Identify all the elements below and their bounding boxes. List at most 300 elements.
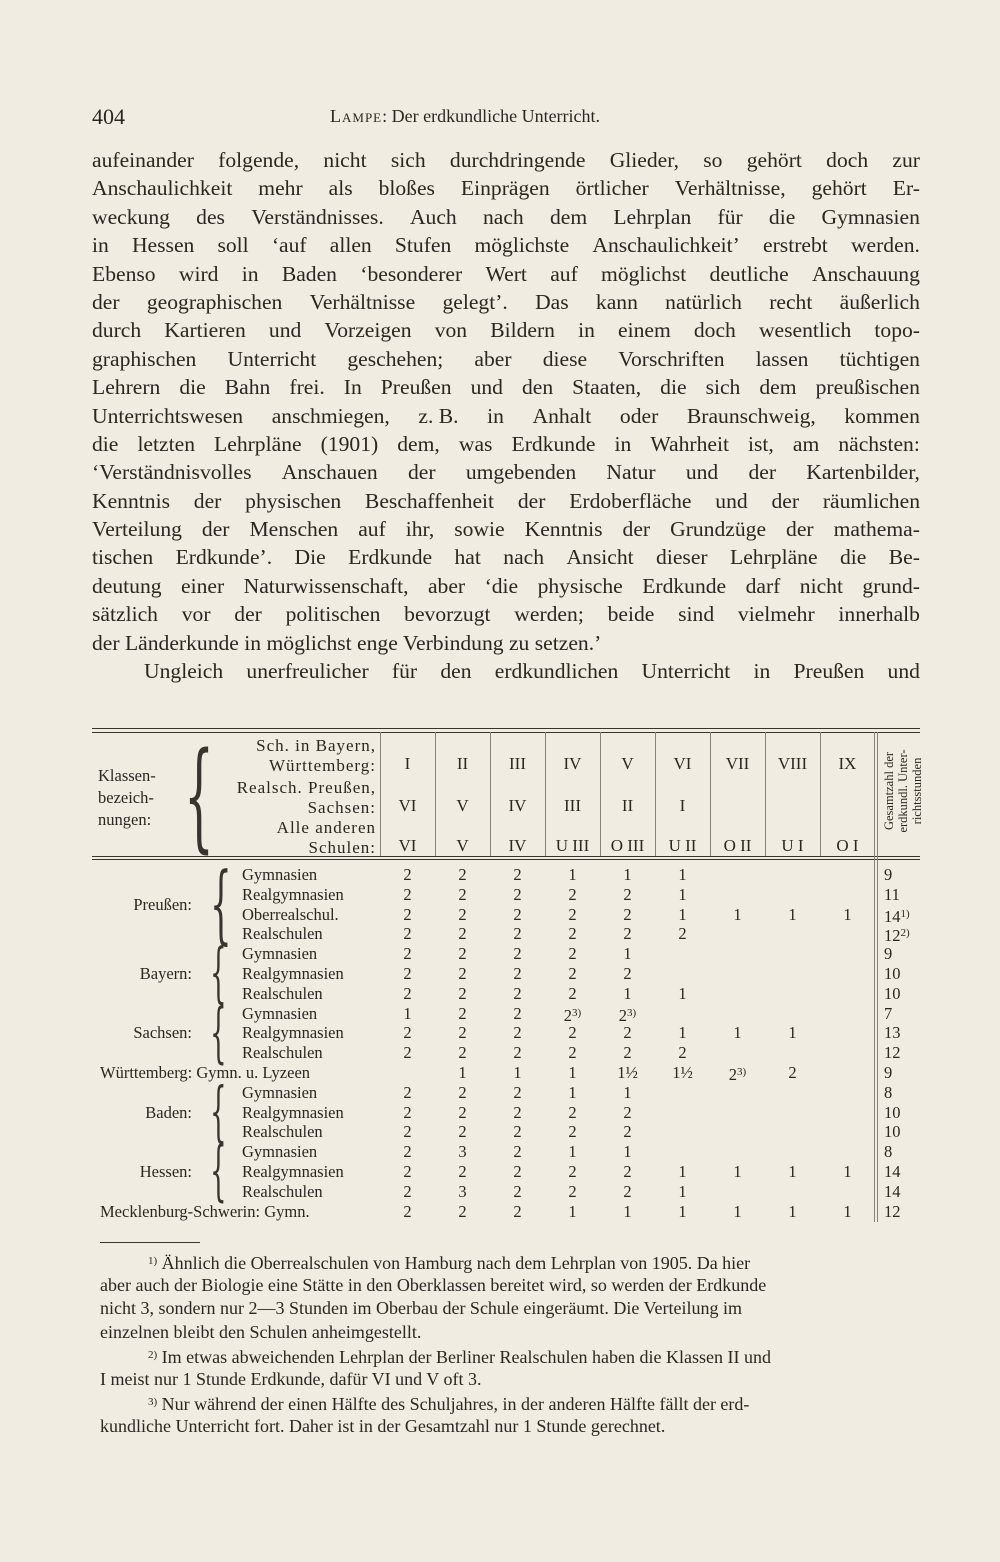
- body-word: Kenntnis: [92, 488, 170, 513]
- school-type-label: Schulen:: [308, 838, 376, 857]
- table-cell: 2: [458, 1082, 467, 1102]
- body-word: der: [193, 488, 222, 513]
- table-cell: 2: [458, 1043, 467, 1063]
- body-word: der: [234, 602, 262, 627]
- table-cell: 3: [458, 1142, 467, 1162]
- body-word: örtlicher: [575, 176, 649, 201]
- body-word: Vorzeigen: [324, 318, 412, 343]
- body-line: [92, 260, 920, 288]
- class-label: IX: [838, 754, 857, 773]
- table-cell: 2: [568, 964, 577, 983]
- body-word: Unterrichtswesen: [92, 403, 244, 428]
- table-cell: 1: [568, 1201, 577, 1221]
- body-word: Erdkunde: [511, 431, 596, 456]
- body-word: Erdkunde’.: [175, 545, 273, 570]
- body-word: vielmehr: [737, 602, 815, 627]
- table-cell: 2: [568, 1181, 577, 1201]
- total-cell: 12: [884, 1043, 901, 1063]
- body-word: Auch: [409, 204, 457, 229]
- table-cell: 2: [458, 865, 467, 884]
- body-line: [92, 515, 920, 543]
- total-cell: 10: [884, 964, 901, 983]
- class-label: II: [621, 796, 634, 815]
- school-label: Realschulen: [242, 924, 323, 944]
- body-word: mathema-: [833, 517, 920, 542]
- row-header-title: bezeich-: [98, 788, 154, 807]
- total-cell: 14: [884, 1181, 901, 1201]
- table-cell: 1: [843, 1162, 852, 1181]
- body-word: Kartieren: [164, 318, 246, 343]
- table-cell: 2: [513, 1102, 522, 1122]
- table-cell: 1: [733, 1162, 742, 1181]
- class-label: I: [679, 796, 686, 815]
- table-cell: 2: [678, 924, 687, 944]
- footnote-mark: 1): [148, 1255, 158, 1267]
- body-word: Ansicht: [566, 545, 634, 570]
- school-type-label: Realsch. Preußen,: [236, 778, 376, 797]
- school-label: Realgymnasien: [242, 1102, 344, 1122]
- table-cell: 2: [403, 884, 412, 904]
- body-word: geschehen;: [347, 346, 444, 371]
- body-word: Hessen: [131, 233, 195, 258]
- body-word: Natur: [606, 460, 656, 485]
- state-label: Baden:: [145, 1102, 192, 1122]
- body-word: möglichste: [474, 233, 570, 258]
- table-cell: 2: [623, 884, 632, 904]
- body-line: [92, 572, 920, 600]
- total-cell: 9: [884, 1063, 893, 1082]
- body-word: und: [887, 659, 920, 684]
- table-cell: 2: [513, 983, 522, 1003]
- table-cell: 2: [623, 1162, 632, 1181]
- body-word: Gymnasien: [821, 204, 920, 229]
- running-head: [330, 106, 600, 127]
- class-label: U I: [781, 836, 804, 855]
- body-word: Stufen: [394, 233, 452, 258]
- table-cell: 1: [788, 904, 797, 924]
- total-cell: 12: [884, 1201, 901, 1221]
- body-word: der: [786, 517, 814, 542]
- body-word: doch: [693, 318, 736, 343]
- table-cell: 2: [623, 904, 632, 924]
- table-cell: 2: [403, 1201, 412, 1221]
- body-word: die: [660, 375, 687, 400]
- body-word: nicht: [799, 573, 843, 598]
- table-cell: 2: [458, 904, 467, 924]
- body-word: der: [517, 488, 546, 513]
- body-word: und: [685, 460, 719, 485]
- table-cell: 2: [513, 884, 522, 904]
- body-word: Wert: [485, 261, 527, 286]
- body-word: Preußen: [793, 659, 865, 684]
- school-type-label: Sch. in Bayern,: [256, 736, 376, 755]
- body-word: in: [92, 233, 109, 258]
- table-cell: 1: [623, 1201, 632, 1221]
- table-cell: 1: [733, 1023, 742, 1043]
- total-column-divider: [877, 732, 878, 1222]
- table-cell: 1: [678, 904, 687, 924]
- body-word: soll: [217, 233, 249, 258]
- class-label: IV: [508, 836, 527, 855]
- footnote-line: $^{2)}$ Im etwas abweichenden Lehrplan der Berliner Realschulen haben die Klassen II und: [148, 1347, 771, 1367]
- table-cell: 2: [513, 1162, 522, 1181]
- body-word: nicht: [323, 148, 367, 172]
- table-cell: 2: [403, 1043, 412, 1063]
- table-cell: 2$^{3)}$: [563, 1005, 582, 1025]
- table-cell: 1: [678, 1023, 687, 1043]
- body-word: nach: [482, 204, 524, 229]
- class-label: V: [456, 796, 469, 815]
- table-cell: 2: [513, 1043, 522, 1063]
- class-label: VIII: [777, 754, 808, 773]
- footnote-mark: 2): [148, 1349, 158, 1361]
- body-word: Anschauen: [281, 460, 378, 485]
- table-cell: 2: [623, 964, 632, 983]
- table-cell: 2: [458, 1102, 467, 1122]
- body-word: auf: [550, 261, 578, 286]
- body-word: aber: [427, 573, 466, 598]
- body-line: [92, 629, 920, 657]
- body-word: für: [717, 204, 743, 229]
- table-cell: 1: [568, 1063, 577, 1082]
- school-label: Gymnasien: [242, 1082, 318, 1102]
- body-word: diese: [542, 346, 588, 371]
- class-label: III: [564, 796, 581, 815]
- body-word: die: [92, 431, 119, 456]
- table-cell: 1: [568, 1142, 577, 1162]
- class-label: IV: [563, 754, 582, 773]
- body-word: folgende,: [218, 148, 300, 172]
- school-type-label: Württemberg:: [268, 756, 376, 775]
- table-cell: 2: [568, 1023, 577, 1043]
- body-word: Anhalt: [532, 403, 592, 428]
- body-word: weckung: [92, 204, 170, 229]
- body-line: [92, 345, 920, 373]
- body-word: natürlich: [665, 289, 742, 314]
- table-cell: 2: [623, 1102, 632, 1122]
- table-cell: 2: [623, 1181, 632, 1201]
- body-word: in: [241, 261, 259, 286]
- total-cell: 8: [884, 1082, 893, 1102]
- body-word: geographischen: [146, 289, 283, 314]
- body-word: die: [768, 204, 796, 229]
- state-brace: {: [210, 1073, 227, 1150]
- body-word: Verhältnisse,: [674, 176, 786, 201]
- table-cell: 1: [403, 1003, 412, 1023]
- body-word: Menschen: [249, 517, 339, 542]
- page-header: [92, 104, 922, 138]
- table-cell: 2: [513, 904, 522, 924]
- table-cell: 2: [623, 1043, 632, 1063]
- body-text: [92, 146, 920, 685]
- body-word: so: [703, 148, 723, 172]
- table-cell: 1: [623, 1082, 632, 1102]
- body-word: in: [614, 431, 632, 456]
- body-word: physischen: [245, 488, 342, 513]
- table-cell: 2: [403, 1142, 412, 1162]
- body-word: hat: [454, 545, 481, 570]
- body-word: topo-: [874, 318, 920, 343]
- total-cell: 10: [884, 983, 901, 1003]
- body-word: wesentlich: [758, 318, 852, 343]
- total-cell: 12$^{2)}$: [884, 926, 910, 946]
- body-word: Einprägen: [460, 176, 550, 201]
- body-word: Preußen: [380, 375, 452, 400]
- body-word: Kartenbilder,: [806, 460, 920, 485]
- body-word: Be-: [888, 545, 920, 570]
- school-label: Gymnasien: [242, 865, 318, 884]
- body-word: Er-: [892, 176, 920, 201]
- footnote-line: $^{1)}$ Ähnlich die Oberrealschulen von Hamburg nach dem Lehrplan von 1905. Da hier: [148, 1253, 751, 1273]
- body-word: die: [179, 375, 206, 400]
- school-label: Realgymnasien: [242, 1162, 344, 1181]
- table-cell: 1: [513, 1063, 522, 1082]
- body-word: Wahrheit: [650, 431, 729, 456]
- body-word: der: [407, 460, 436, 485]
- body-word: nach: [503, 545, 545, 570]
- body-word: tischen: [92, 545, 154, 570]
- body-word: frei.: [289, 375, 325, 400]
- body-word: bevorzugt: [404, 602, 491, 627]
- body-word: recht: [769, 289, 813, 314]
- body-word: auf: [358, 517, 386, 542]
- school-label: Oberrealschul.: [242, 904, 339, 924]
- table-cell: 1: [678, 1201, 687, 1221]
- school-label: Realschulen: [242, 1043, 323, 1063]
- table-cell: 2: [568, 1043, 577, 1063]
- table-cell: 2: [458, 884, 467, 904]
- row-header-title: Klassen-: [98, 766, 156, 785]
- body-word: Lehrplan: [613, 204, 692, 229]
- table-cell: 2: [403, 964, 412, 983]
- table-cell: 1: [568, 865, 577, 884]
- body-word: erdkundlichen: [494, 659, 619, 684]
- body-line: [92, 458, 920, 486]
- body-word: sätzlich: [92, 602, 158, 627]
- body-word: Die: [294, 545, 326, 570]
- body-word: in: [753, 659, 771, 684]
- class-label: IV: [508, 796, 527, 815]
- page-number: 404: [92, 104, 125, 129]
- table-cell: 1: [788, 1201, 797, 1221]
- table-cell: 2: [403, 1122, 412, 1142]
- body-word: werden.: [850, 233, 920, 258]
- table-cell: 2: [403, 924, 412, 944]
- body-word: Ebenso: [92, 261, 156, 286]
- body-word: räumlichen: [822, 488, 920, 513]
- table-cell: 1½: [617, 1063, 638, 1082]
- body-word: zur: [892, 148, 920, 172]
- footnote-mark: 3): [148, 1396, 158, 1408]
- school-label: Realgymnasien: [242, 1023, 344, 1043]
- footnote-line: einzelnen bleibt den Schulen anheimgestellt.: [100, 1321, 422, 1342]
- body-word: möglichst: [601, 261, 687, 286]
- body-word: Lehrpläne: [214, 431, 302, 456]
- body-word: und: [470, 375, 503, 400]
- body-word: Naturwissenschaft,: [243, 573, 409, 598]
- state-label: Württemberg: Gymn. u. Lyzeen: [100, 1063, 311, 1082]
- body-word: deutung: [92, 573, 162, 598]
- state-label: Sachsen:: [133, 1023, 192, 1043]
- table-cell: 2: [568, 1102, 577, 1122]
- body-line: [92, 373, 920, 401]
- total-column-header-line: Gesamtzahl der: [882, 751, 896, 831]
- table-cell: 2: [403, 904, 412, 924]
- table-cell: 2: [623, 1023, 632, 1043]
- total-cell: 11: [884, 884, 900, 904]
- class-label: VI: [398, 796, 417, 815]
- total-column-header: [882, 732, 924, 850]
- table-cell: 1: [623, 944, 632, 964]
- body-word: und: [715, 488, 748, 513]
- state-brace: {: [210, 935, 227, 1012]
- footnote-line: kundliche Unterricht fort. Daher ist in der Gesamtzahl nur 1 Stunde gerechnet.: [100, 1415, 666, 1436]
- body-word: bloßes: [378, 176, 435, 201]
- body-word: den: [521, 375, 554, 400]
- body-word: nächsten:: [838, 431, 920, 456]
- table-cell: 2: [458, 1162, 467, 1181]
- body-word: preußischen: [815, 375, 920, 400]
- total-cell: 13: [884, 1023, 901, 1043]
- body-word: Anschauung: [811, 261, 920, 286]
- body-word: durch: [92, 318, 142, 343]
- class-label: VI: [673, 754, 692, 773]
- body-word: sind: [678, 602, 715, 627]
- total-cell: 10: [884, 1102, 901, 1122]
- table-cell: 2: [458, 1023, 467, 1043]
- body-line: [92, 146, 920, 174]
- body-word: und: [268, 318, 302, 343]
- body-word: (1901): [320, 431, 379, 456]
- footnote-rule: [100, 1242, 200, 1243]
- class-label: V: [621, 754, 634, 773]
- body-word: Erdoberfläche: [569, 488, 692, 513]
- body-word: einer: [181, 573, 225, 598]
- table-cell: 2: [403, 1082, 412, 1102]
- lesson-hours-table: [92, 724, 922, 1222]
- total-cell: 8: [884, 1142, 893, 1162]
- total-cell: 9: [884, 865, 893, 884]
- body-word: ‘Verständnisvolles: [92, 460, 252, 485]
- body-word: aber: [474, 346, 512, 371]
- body-word: ‘die: [484, 573, 519, 598]
- body-word: Bahn: [224, 375, 271, 400]
- body-word: Braunschweig,: [686, 403, 816, 428]
- body-word: Anschaulichkeit: [92, 176, 233, 201]
- body-word: Lehrpläne: [730, 545, 818, 570]
- table-cell: 2: [568, 904, 577, 924]
- table-cell: 1: [733, 904, 742, 924]
- body-line: [92, 174, 920, 202]
- total-column-divider: [874, 732, 875, 1222]
- table-cell: 2: [403, 865, 412, 884]
- table-cell: 1: [623, 983, 632, 1003]
- body-word: Lehrern: [92, 375, 161, 400]
- table-cell: 2: [513, 1142, 522, 1162]
- total-column-header-line: richtsstunden: [910, 757, 924, 825]
- footnote-line: I meist nur 1 Stunde Erdkunde, dafür VI und V oft 3.: [100, 1368, 482, 1389]
- body-word: Kenntnis: [524, 517, 603, 542]
- body-word: für: [391, 659, 418, 684]
- header-brace: {: [184, 726, 215, 864]
- body-word: sowie: [454, 517, 505, 542]
- body-line: [92, 316, 920, 344]
- body-word: Das: [535, 289, 569, 314]
- body-word: unerfreulicher: [246, 659, 369, 684]
- table-cell: 2: [513, 1181, 522, 1201]
- table-cell: 2: [403, 1023, 412, 1043]
- table-cell: 2: [568, 924, 577, 944]
- table-cell: 2: [568, 884, 577, 904]
- body-word: Anschaulichkeit’: [592, 233, 740, 258]
- table-cell: 1: [678, 1181, 687, 1201]
- body-word: kann: [595, 289, 638, 314]
- state-label: Mecklenburg-Schwerin: Gymn.: [100, 1201, 310, 1221]
- body-word: Vorschriften: [618, 346, 725, 371]
- body-word: erstrebt: [763, 233, 828, 258]
- table-cell: 2: [513, 1023, 522, 1043]
- table-cell: 2: [513, 924, 522, 944]
- class-label: V: [456, 836, 469, 855]
- table-cell: 2: [788, 1063, 797, 1082]
- body-word: Baden: [281, 261, 337, 286]
- body-word: ist,: [748, 431, 774, 456]
- row-header-title: nungen:: [98, 810, 152, 829]
- state-label: Bayern:: [139, 964, 192, 983]
- total-cell: 14$^{1)}$: [884, 906, 910, 926]
- table-cell: 2: [568, 1162, 577, 1181]
- body-word: tüchtigen: [839, 346, 920, 371]
- body-word: ‘auf: [271, 233, 307, 258]
- body-word: werden;: [514, 602, 584, 627]
- body-word: Unterricht: [227, 346, 317, 371]
- body-line: [92, 543, 920, 571]
- body-word: dem: [549, 204, 588, 229]
- body-word: sich: [705, 375, 741, 400]
- body-word: der: [201, 517, 230, 542]
- body-word: einem: [617, 318, 671, 343]
- body-line: [92, 430, 920, 458]
- table-cell: 2: [403, 1181, 412, 1201]
- state-brace: {: [210, 1133, 227, 1210]
- table-cell: 2: [513, 964, 522, 983]
- table-cell: 2: [403, 1162, 412, 1181]
- body-word: Verständnisses.: [251, 204, 384, 229]
- body-word: Erdkunde: [642, 573, 727, 598]
- class-label: O III: [610, 836, 645, 855]
- body-word: anschmiegen,: [271, 403, 390, 428]
- class-label: I: [404, 754, 411, 773]
- body-word: ihr,: [405, 517, 435, 542]
- body-word: Verhältnisse: [309, 289, 416, 314]
- table-cell: 1: [788, 1162, 797, 1181]
- footnote: [100, 1344, 922, 1391]
- table-cell: 2: [513, 865, 522, 884]
- table-cell: 2: [568, 944, 577, 964]
- body-word: als: [328, 176, 353, 201]
- body-word: gehört: [746, 148, 802, 172]
- table-cell: 2: [513, 1082, 522, 1102]
- table-cell: 1: [678, 884, 687, 904]
- body-word: mehr: [258, 176, 303, 201]
- body-word: den: [440, 659, 472, 684]
- table-cell: 1: [568, 1082, 577, 1102]
- table-rule: [92, 728, 920, 729]
- body-word: z. B.: [418, 403, 459, 428]
- school-label: Realschulen: [242, 1181, 323, 1201]
- table-cell: 1: [623, 865, 632, 884]
- class-label: VII: [725, 754, 750, 773]
